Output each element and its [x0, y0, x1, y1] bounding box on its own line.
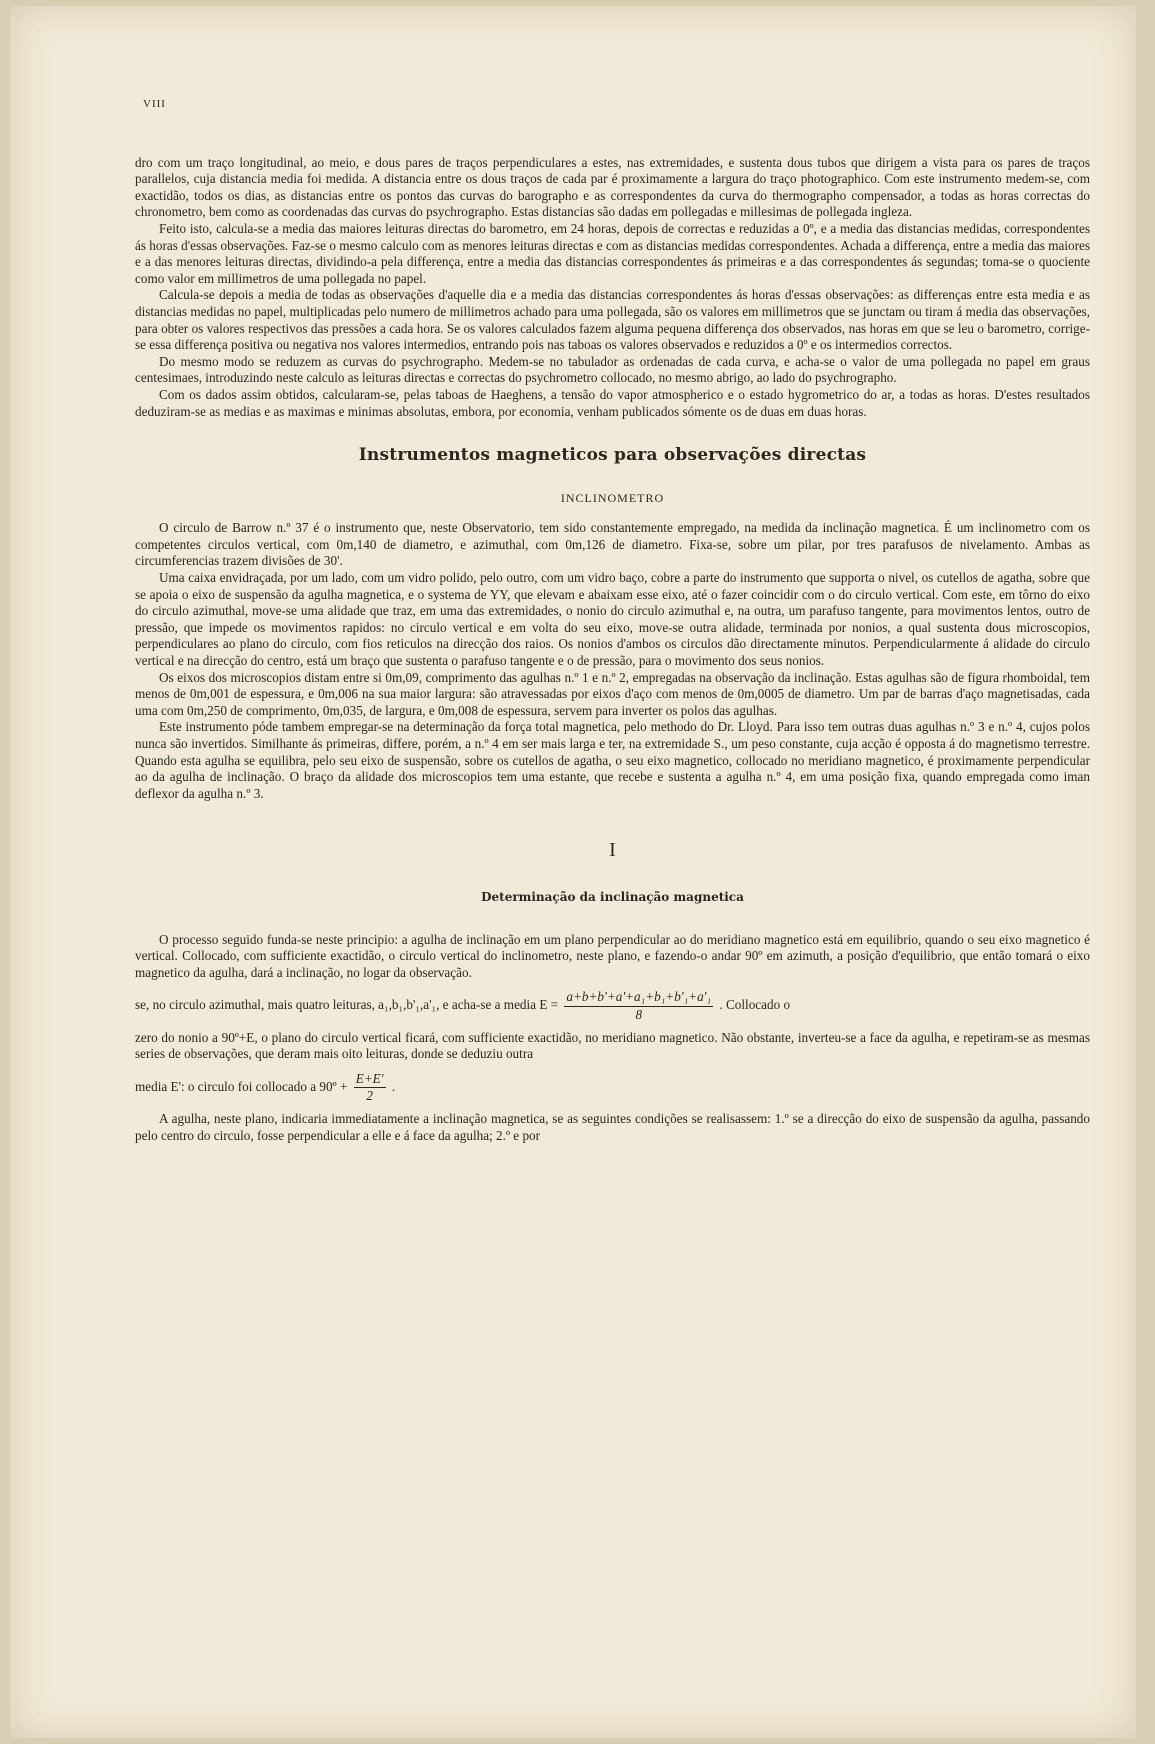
paragraph: Feito isto, calcula-se a media das maiores leituras directas do barometro, em 24 horas, depois de correctas e reduzidas a 0º, e a media das distancias medidas, correspondentes ás horas d'essas observações. Faz-se o mesmo calculo com as menores leituras directas e com as distancias medidas correspondentes. Achada a differença, entre a media das maiores e a das menores leituras directas, dividindo-a pela differença, entre a media das distancias correspondentes ás primeiras e a das correspondentes ás segundas; toma-se o quociente como valor em millimetros de uma pollegada no papel.: [135, 220, 1090, 286]
equation-text: media E': o circulo foi collocado a 90º +: [135, 1078, 348, 1094]
fraction-numerator: a+b+b'+a'+a₁+b₁+b'₁+a'₁: [564, 989, 713, 1007]
equation-text: . Collocado o: [719, 997, 791, 1013]
fraction-denominator: 8: [635, 1006, 643, 1022]
fraction: [564, 989, 713, 1023]
paragraph: Este instrumento póde tambem empregar-se na determinação da força total magnetica, pelo methodo do Dr. Lloyd. Para isso tem outras duas agulhas n.º 3 e n.º 4, cujos polos nunca são invertidos. Similhante ás primeiras, differe, porém, a n.º 4 em ser mais larga e ter, na extremidade S., um peso constante, cuja acção é opposta á do magnetismo terrestre. Quando esta agulha se equilibra, pelo seu eixo de suspensão, sobre os cutellos de agatha, o seu eixo magnetico, collocado no meridiano magnetico, é proximamente perpendicular ao da agulha de inclinação. O braço da alidade dos microscopios tem uma estante, que recebe e sustenta a agulha n.º 4, em uma posição fixa, quando empregada como iman deflexor da agulha n.º 3.: [135, 719, 1090, 801]
fraction: [354, 1071, 386, 1105]
subsection-title: INCLINOMETRO: [560, 490, 665, 505]
equation-line: [135, 1071, 1090, 1105]
roman-numeral-heading: I: [609, 839, 616, 862]
page-sheet: [10, 6, 1136, 1738]
paragraph: Os eixos dos microscopios distam entre si 0m,09, comprimento das agulhas n.º 1 e n.º 2, empregadas na observação da inclinação. Estas agulhas são de figura rhomboidal, tem menos de 0m,001 de espessura, e 0m,006 na sua maior largura: são atravessadas por eixos d'aço com menos de 0m,0005 de diametro. Um par de barras d'aço magnetisadas, cada uma com 0m,250 de comprimento, 0m,035, de largura, e 0m,008 de espessura, servem para inverter os polos das agulhas.: [135, 669, 1090, 718]
page-number: VIII: [143, 98, 166, 110]
subsection-title: Determinação da inclinação magnetica: [481, 889, 744, 904]
section-title: Instrumentos magneticos para observações directas: [358, 445, 867, 466]
paragraph: Calcula-se depois a media de todas as observações d'aquelle dia e a media das distancias correspondentes ás horas d'essas observações: as differenças entre esta media e as distancias medidas no papel, multiplicadas pelo numero de millimetros achado para uma pollegada, são os valores em millimetros que se junctam ou tiram á media das observações, para obter os valores respectivos das pressões a cada hora. Se os valores calculados fazem alguma pequena differença dos observados, nas horas em que se leu o barometro, corrige-se essa differença positiva ou negativa nos valores intermedios, entrando pois nas taboas os valores observados e reduzidos a 0º e os intermedios correctos.: [135, 287, 1090, 353]
page-content: [135, 96, 1090, 1144]
fraction-denominator: 2: [366, 1088, 373, 1104]
paragraph: O processo seguido funda-se neste principio: a agulha de inclinação em um plano perpendicular ao do meridiano magnetico está em equilibrio, quando o seu eixo magnetico é vertical. Collocado, com sufficiente exactidão, o circulo vertical do inclinometro, neste plano, e fazendo-o andar 90º em azimuth, a posição d'equilibrio, que então tomará o eixo magnetico da agulha, dará a inclinação, no logar da observação.: [135, 931, 1090, 980]
fraction-numerator: E+E': [354, 1071, 386, 1089]
paragraph: zero do nonio a 90º+E, o plano do circulo vertical ficará, com sufficiente exactidão, no meridiano magnetico. Não obstante, inverteu-se a face da agulha, e repetiram-se as mesmas series de observações, que deram mais oito leituras, donde se deduziu outra: [135, 1029, 1090, 1062]
paragraph: A agulha, neste plano, indicaria immediatamente a inclinação magnetica, se as seguintes condições se realisassem: 1.º se a direcção do eixo de suspensão da agulha, passando pelo centro do circulo, fosse perpendicular a elle e á face da agulha; 2.º e por: [135, 1110, 1090, 1143]
paragraph: dro com um traço longitudinal, ao meio, e dous pares de traços perpendiculares a estes, nas extremidades, e sustenta dous tubos que dirigem a vista para os pares de traços parallelos, cuja distancia media foi medida. A distancia entre os dous traços de cada par é proximamente a largura do traço photographico. Com este instrumento medem-se, com exactidão, todos os dias, as distancias entre os pontos das curvas do barographo e as correspondentes da curva do thermographo compensador, a todas as horas correctas do chronometro, bem como as coordenadas das curvas do psychrographo. Estas distancias são dadas em pollegadas e millesimas de pollegada ingleza.: [135, 154, 1090, 220]
paragraph: Do mesmo modo se reduzem as curvas do psychrographo. Medem-se no tabulador as ordenadas de cada curva, e acha-se o valor de uma pollegada no papel em graus centesimaes, introduzindo neste calculo as leituras directas e correctas do psychrometro collocado, no mesmo abrigo, ao lado do psychrographo.: [135, 353, 1090, 386]
equation-text: se, no circulo azimuthal, mais quatro leituras, a₁,b₁,b'₁,a'₁, e acha-se a media E =: [135, 997, 559, 1013]
equation-text: .: [391, 1078, 396, 1094]
equation-line: [135, 989, 1090, 1023]
paragraph: Com os dados assim obtidos, calcularam-se, pelas taboas de Haeghens, a tensão do vapor atmospherico e o estado hygrometrico do ar, a todas as horas. D'estes resultados deduziram-se as medias e as maximas e minimas absolutas, embora, por economia, venham publicados sómente os de duas em duas horas.: [135, 386, 1090, 419]
paragraph: O circulo de Barrow n.º 37 é o instrumento que, neste Observatorio, tem sido constantemente empregado, na medida da inclinação magnetica. É um inclinometro com os competentes circulos vertical, com 0m,140 de diametro, e azimuthal, com 0m,126 de diametro. Fixa-se, sobre um pilar, por tres parafusos de nivelamento. Ambas as circumferencias trazem divisões de 30'.: [135, 520, 1090, 569]
paragraph: Uma caixa envidraçada, por um lado, com um vidro polido, pelo outro, com um vidro baço, cobre a parte do instrumento que supporta o nivel, os cutellos de agatha, sobre que se apoia o eixo de suspensão da agulha magnetica, e o systema de YY, que elevam e abaixam esse eixo, até o fazer coincidir com o do circulo vertical. Com este, em tôrno do eixo do circulo azimuthal, move-se uma alidade que traz, em uma das extremidades, o nonio do circulo azimuthal e, na outra, um parafuso tangente, para movimentos lentos, outro de pressão, que impede os movimentos rapidos: no circulo vertical e em volta do seu eixo, move-se outra alidade, terminada por nonios, a qual sustenta dous microscopios, perpendiculares ao plano do circulo, com fios reticulos na direcção dos raios. Os nonios d'ambos os circulos dão directamente minutos. Perpendicularmente á alidade do circulo vertical e na direcção do centro, está um braço que sustenta o parafuso tangente e o de pressão, para o movimento dos seus nonios.: [135, 570, 1090, 669]
